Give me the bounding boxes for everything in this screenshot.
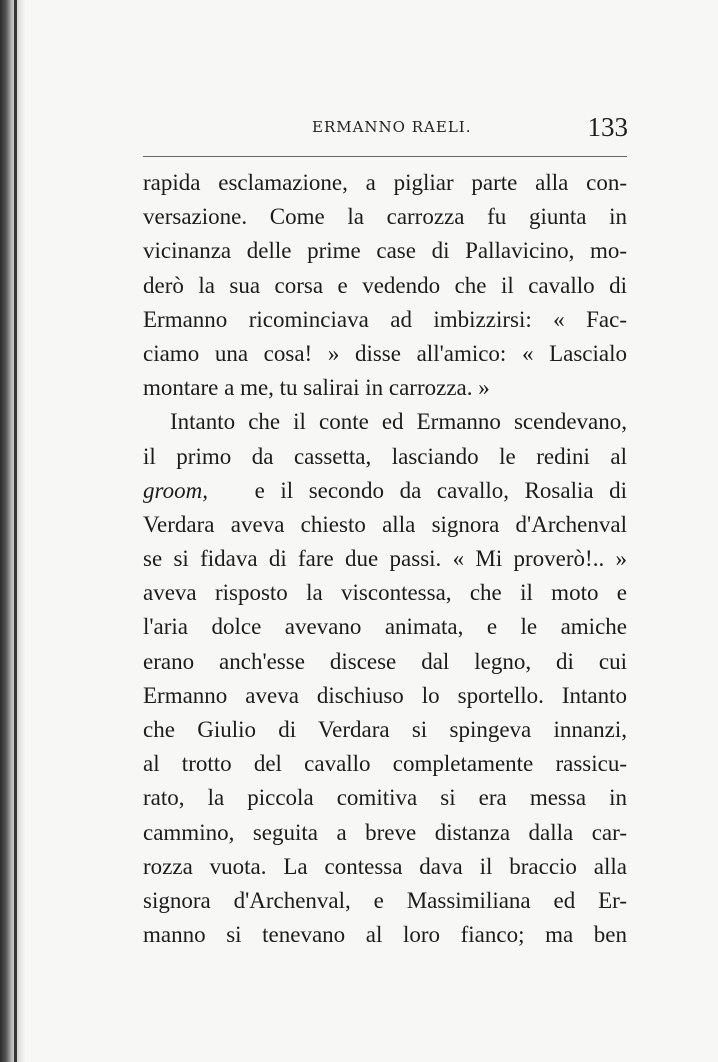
- text-line: Ermanno ricominciava ad imbizzirsi: « Fac-: [143, 306, 627, 332]
- text-line: signora d'Archenval, e Massimiliana ed Er-: [143, 887, 627, 913]
- header-rule: [143, 156, 627, 157]
- text-line: ciamo una cosa! » disse all'amico: « Lascialo: [143, 340, 627, 366]
- text-line: rato, la piccola comitiva si era messa in: [143, 785, 627, 811]
- running-title: ERMANNO RAELI.: [312, 118, 472, 136]
- text-line: derò la sua corsa e vedendo che il cavallo di: [143, 272, 627, 298]
- text-line: cammino, seguita a breve distanza dalla car-: [143, 819, 627, 845]
- text-body: [143, 166, 627, 952]
- text-line: che Giulio di Verdara si spingeva innanzi,: [143, 717, 627, 742]
- spine-line: [14, 0, 17, 1062]
- text-line: rapida esclamazione, a pigliar parte alla con-: [143, 170, 627, 195]
- text-line: versazione. Come la carrozza fu giunta in: [143, 204, 627, 230]
- binding-edge: [0, 0, 26, 1062]
- text-line: rozza vuota. La contessa dava il braccio alla: [143, 853, 627, 879]
- text-line-rest: e il secondo da cavallo, Rosalia di: [254, 477, 627, 503]
- text-line: Verdara aveva chiesto alla signora d'Archenval: [143, 511, 627, 537]
- page-number: 133: [587, 112, 628, 142]
- running-head: [140, 112, 628, 148]
- text-line: manno si tenevano al loro fianco; ma ben: [143, 922, 627, 948]
- text-line: se si fidava di fare due passi. « Mi proverò!.. »: [143, 546, 627, 572]
- text-line: l'aria dolce avevano animata, e le amiche: [143, 614, 627, 640]
- text-line: erano anch'esse discese dal legno, di cui: [143, 648, 627, 674]
- text-line: al trotto del cavallo completamente rassicu-: [143, 751, 627, 777]
- text-line: vicinanza delle prime case di Pallavicino, mo-: [143, 238, 627, 264]
- text-line: Intanto che il conte ed Ermanno scendevano,: [170, 409, 627, 435]
- text-line-italic: [143, 474, 627, 508]
- text-line: Ermanno aveva dischiuso lo sportello. Intanto: [143, 682, 627, 708]
- text-line: montare a me, tu salirai in carrozza. »: [143, 375, 490, 401]
- text-line: aveva risposto la viscontessa, che il moto e: [143, 580, 627, 606]
- italic-word: groom,: [143, 477, 208, 503]
- text-line: il primo da cassetta, lasciando le redini al: [143, 443, 627, 469]
